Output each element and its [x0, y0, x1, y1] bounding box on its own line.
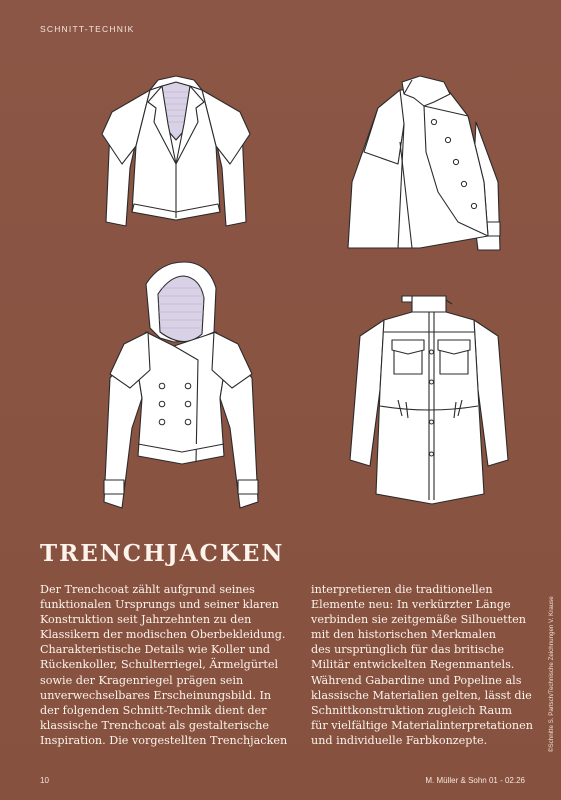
hooded-double-breasted-jacket-drawing — [90, 258, 272, 520]
image-credit: ©Schnitte S. Partsch/Technische Zeichnungen V. Krause — [548, 596, 555, 752]
asymmetric-cape-jacket-drawing — [338, 72, 514, 258]
text-line: Militär entwickelten Regenmantels. — [311, 658, 515, 672]
cropped-jacket-notched-lapel-drawing — [92, 72, 260, 240]
text-line: klassische Materialien gelten, lässt die — [311, 688, 532, 702]
text-line: funktionalen Ursprungs und seiner klaren — [40, 598, 279, 612]
article-column-2 — [311, 582, 541, 748]
text-line: klassische Trenchcoat als gestalterische — [40, 718, 269, 732]
text-line: des ursprünglich für das britische — [311, 643, 505, 657]
text-line: Während Gabardine und Popeline als — [311, 673, 522, 687]
text-line: verbinden sie zeitgemäße Silhouetten — [311, 613, 526, 627]
text-line: Konstruktion seit Jahrzehnten zu den — [40, 613, 252, 627]
text-line: Charakteristische Details wie Koller und — [40, 643, 271, 657]
text-line: und individuelle Farbkonzepte. — [311, 733, 488, 747]
field-jacket-pockets-drawing — [340, 290, 518, 512]
text-line: interpretieren die traditionellen — [311, 583, 493, 596]
text-line: mit den historischen Merkmalen — [311, 628, 496, 642]
text-line: unverwechselbares Erscheinungsbild. In — [40, 688, 272, 702]
page-number: 10 — [40, 776, 49, 785]
text-line: Rückenkoller, Schulterriegel, Ärmelgürtel — [40, 658, 279, 672]
text-line: Schnittkonstruktion zugleich Raum — [311, 703, 512, 717]
article-column-1 — [40, 582, 306, 748]
section-label: SCHNITT-TECHNIK — [40, 24, 135, 34]
text-line: Klassikern der modischen Oberbekleidung. — [40, 628, 286, 642]
article-title: TRENCHJACKEN — [40, 540, 285, 567]
text-line: Elemente neu: In verkürzter Länge — [311, 598, 511, 612]
text-line: Der Trenchcoat zählt aufgrund seines — [40, 583, 255, 596]
publication-info: M. Müller & Sohn 01 - 02.26 — [425, 776, 525, 785]
text-line: Inspiration. Die vorgestellten Trenchjacken — [40, 733, 288, 747]
text-line: sowie der Kragenriegel prägen sein — [40, 673, 244, 687]
text-line: der folgenden Schnitt-Technik dient der — [40, 703, 267, 717]
text-line: für vielfältige Materialinterpretationen — [311, 718, 533, 732]
